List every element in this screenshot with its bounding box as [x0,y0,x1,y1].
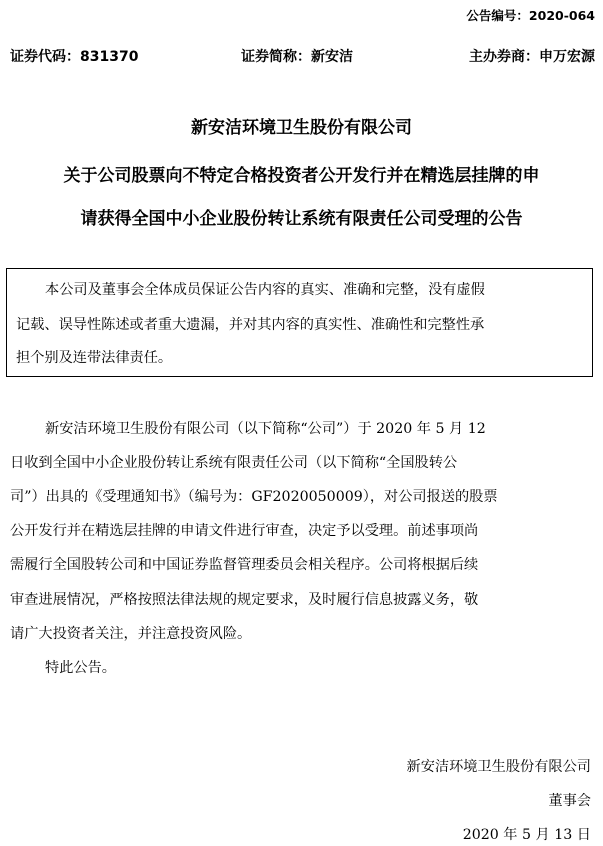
closing-line: 特此公告。 [45,660,116,676]
statement-line: 担个别及连带法律责任。 [16,350,173,366]
body-line: 需履行全国股转公司和中国证券监督管理委员会相关程序。公司将根据后续 [10,557,479,573]
security-code: 证券代码：831370 [10,49,139,65]
security-info-row [10,46,595,66]
body-line: 审查进展情况，严格按照法律法规的规定要求，及时履行信息披露义务，敬 [10,592,479,608]
title-line-3: 请获得全国中小企业股份转让系统有限责任公司受理的公告 [80,209,523,229]
sponsor-broker: 主办券商：申万宏源 [469,49,595,65]
body-line: 司”）出具的《受理通知书》（编号为：GF2020050009），对公司报送的股票 [10,489,498,505]
statement-line: 本公司及董事会全体成员保证公告内容的真实、准确和完整，没有虚假 [45,282,485,298]
signature-board: 董事会 [548,793,591,809]
body-line: 日收到全国中小企业股份转让系统有限责任公司（以下简称“全国股转公 [10,455,458,471]
body-line: 公开发行并在精选层挂牌的申请文件进行审查，决定予以受理。前述事项尚 [10,523,479,539]
title-line-2: 关于公司股票向不特定合格投资者公开发行并在精选层挂牌的申 [63,166,540,186]
body-line: 请广大投资者关注，并注意投资风险。 [10,626,252,642]
body-line: 新安洁环境卫生股份有限公司（以下简称“公司”）于 2020 年 5 月 12 [45,421,486,437]
title-company: 新安洁环境卫生股份有限公司 [191,118,412,138]
signature-company: 新安洁环境卫生股份有限公司 [406,759,591,775]
statement-line: 记载、误导性陈述或者重大遗漏，并对其内容的真实性、准确性和完整性承 [16,317,485,333]
announcement-number: 公告编号：2020-064 [466,8,595,23]
signature-date: 2020 年 5 月 13 日 [462,827,591,843]
security-abbreviation: 证券简称：新安洁 [241,49,353,65]
